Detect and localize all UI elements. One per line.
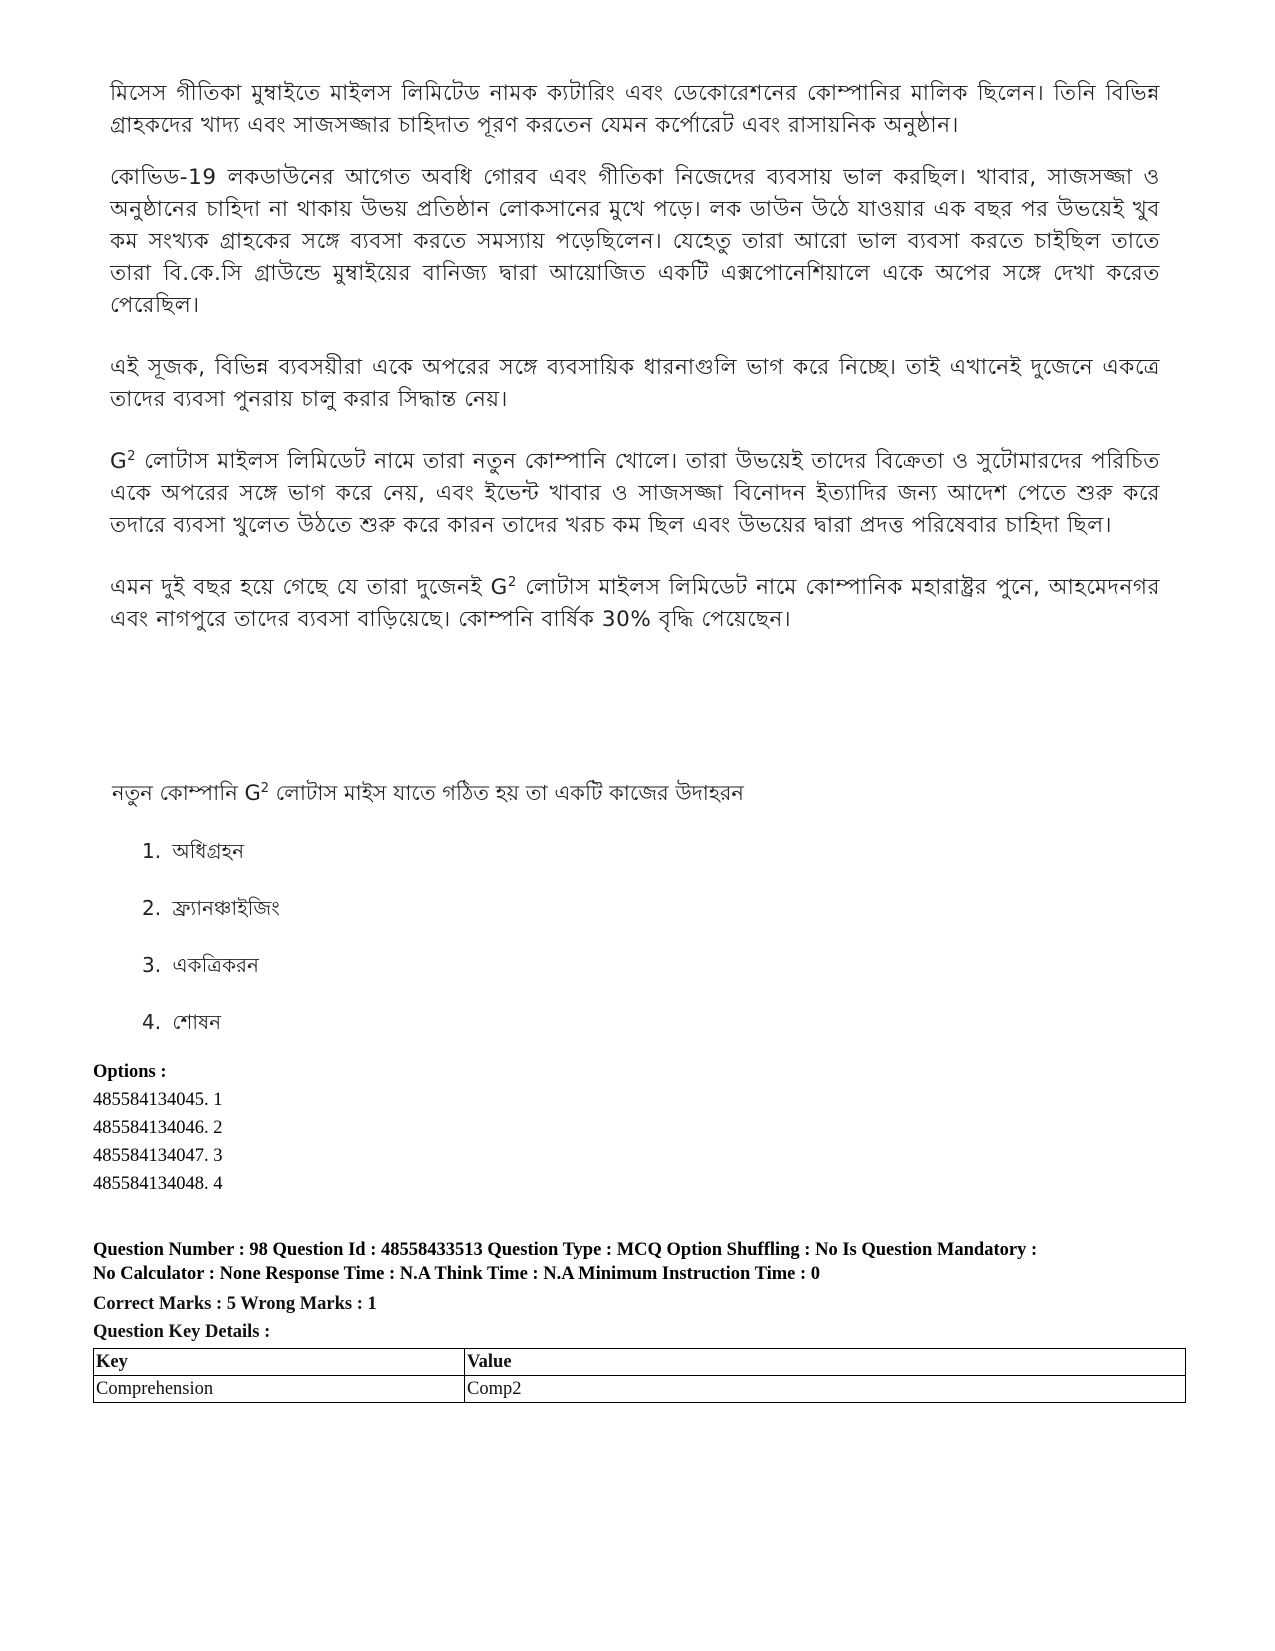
question-info-line-1: Question Number : 98 Question Id : 48558433513 Question Type : MCQ Option Shuffling : No Is Question Mandatory : <box>93 1240 1038 1260</box>
passage-paragraph-1: মিসেস গীতিকা মুম্বাইতে মাইলস লিমিটেড নামক ক্যটারিং এবং ডেকোরেশনের কোম্পানির মালিক ছিলেন। তিনি বিভিন্ন গ্রাহকদের খাদ্য এবং সাজসজ্জার চাহিদাত পূরণ করতেন যেমন কর্পোরেট এবং রাসায়নিক অনুষ্ঠান। <box>110 81 1160 138</box>
option-item-4: 485584134048. 4 <box>93 1174 223 1194</box>
question-stem-text: লোটাস মাইস যাতে গঠিত হয় তা একটি কাজের উদাহরন <box>269 781 744 805</box>
comprehension-passage <box>110 78 1160 656</box>
answer-choice-2 <box>142 893 742 950</box>
passage-paragraph-2: কোভিড-19 লকডাউনের আগেত অবধি গোরব এবং গীতিকা নিজেদের ব্যবসায় ভাল করছিল। খাবার, সাজসজ্জা ও অনুষ্ঠানের চাহিদা না থাকায় উভয় প্রতিষ্ঠান লোকসানের মুখে পড়ে। লক ডাউন উঠে যাওয়ার এক বছর পর উভয়েই খুব কম সংখ্যক গ্রাহকের সঙ্গে ব্যবসা করতে সমস্যায় পড়েছিলেন। যেহেতু তারা আরো ভাল ব্যবসা করতে চাইছিল তাতে তারা বি.কে.সি গ্রাউন্ডে মুম্বাইয়ের বানিজ্য দ্বারা আয়োজিত একটি এক্সপোনেশিয়ালে একে অপের সঙ্গে দেখা করেত পেরেছিল। <box>110 165 1160 318</box>
company-g-letter: G <box>110 449 128 474</box>
passage-paragraph-5 <box>110 572 1160 636</box>
question-info-line-2: No Calculator : None Response Time : N.A Think Time : N.A Minimum Instruction Time : 0 <box>93 1264 821 1284</box>
superscript-2: 2 <box>507 574 517 590</box>
passage-paragraph-5-text: লোটাস মাইলস লিমিডেট নামে কোম্পানিক মহারাষ্ট্রর পুনে, আহমেদনগর এবং নাগপুরে তাদের ব্যবসা বাড়িয়েছে। কোম্পনি বার্ষিক 30% বৃদ্ধি পেয়েছেন। <box>110 575 1160 632</box>
table-header-row <box>94 1349 1186 1376</box>
passage-paragraph-5-start: এমন দুই বছর হয়ে গেছে যে তারা দুজেনই G <box>110 575 508 600</box>
table-row <box>94 1376 1186 1403</box>
question-stem <box>112 778 1162 808</box>
key-details-table <box>93 1348 1186 1403</box>
answer-choice-1 <box>142 836 742 893</box>
key-details-label: Question Key Details : <box>93 1322 271 1342</box>
choice-number: 3. <box>142 953 162 977</box>
table-header-value: Value <box>465 1349 1186 1376</box>
option-item-1: 485584134045. 1 <box>93 1090 223 1110</box>
passage-paragraph-3: এই সূজক, বিভিন্ন ব্যবসয়ীরা একে অপরের সঙ্গে ব্যবসায়িক ধারনাগুলি ভাগ করে নিচ্ছে। তাই এখানেই দুজেনে একত্রে তাদের ব্যবসা পুনরায় চালু করার সিদ্ধান্ত নেয়। <box>110 355 1160 412</box>
marks-info: Correct Marks : 5 Wrong Marks : 1 <box>93 1294 377 1314</box>
question-info <box>93 1238 1193 1286</box>
choice-number: 1. <box>142 839 162 863</box>
options-section <box>93 1058 1193 1198</box>
choice-text: একত্রিকরন <box>172 953 259 977</box>
passage-paragraph-4-text: লোটাস মাইলস লিমিডেট নামে তারা নতুন কোম্পানি খোলে। তারা উভয়েই তাদের বিক্রেতা ও সুটোমারদের পরিচিত একে অপরের সঙ্গে ভাগ করে নেয়, এবং ইভেন্ট খাবার ও সাজসজ্জা বিনোদন ইত্যাদির জন্য আদেশ পেতে শুরু করে তদারে ব্যবসা খুলেত উঠতে শুরু করে কারন তাদের খরচ কম ছিল এবং উভয়ের দ্বারা প্রদত্ত পরিষেবার চাহিদা ছিল। <box>110 449 1160 538</box>
question-stem-start: নতুন কোম্পানি G <box>112 781 261 805</box>
answer-choices <box>142 836 742 1064</box>
superscript-2: 2 <box>127 448 137 464</box>
options-label: Options : <box>93 1062 167 1082</box>
table-cell-key: Comprehension <box>94 1376 465 1403</box>
table-header-key: Key <box>94 1349 465 1376</box>
answer-choice-3 <box>142 950 742 1007</box>
choice-text: ফ্র্যানঞ্চাইজিং <box>172 896 280 920</box>
answer-choice-4 <box>142 1007 742 1064</box>
choice-number: 4. <box>142 1010 162 1034</box>
choice-number: 2. <box>142 896 162 920</box>
option-item-3: 485584134047. 3 <box>93 1146 223 1166</box>
choice-text: শোষন <box>172 1010 222 1034</box>
table-cell-value: Comp2 <box>465 1376 1186 1403</box>
choice-text: অধিগ্রহন <box>172 839 245 863</box>
passage-paragraph-4 <box>110 446 1160 542</box>
option-item-2: 485584134046. 2 <box>93 1118 223 1138</box>
superscript-2: 2 <box>260 781 269 796</box>
